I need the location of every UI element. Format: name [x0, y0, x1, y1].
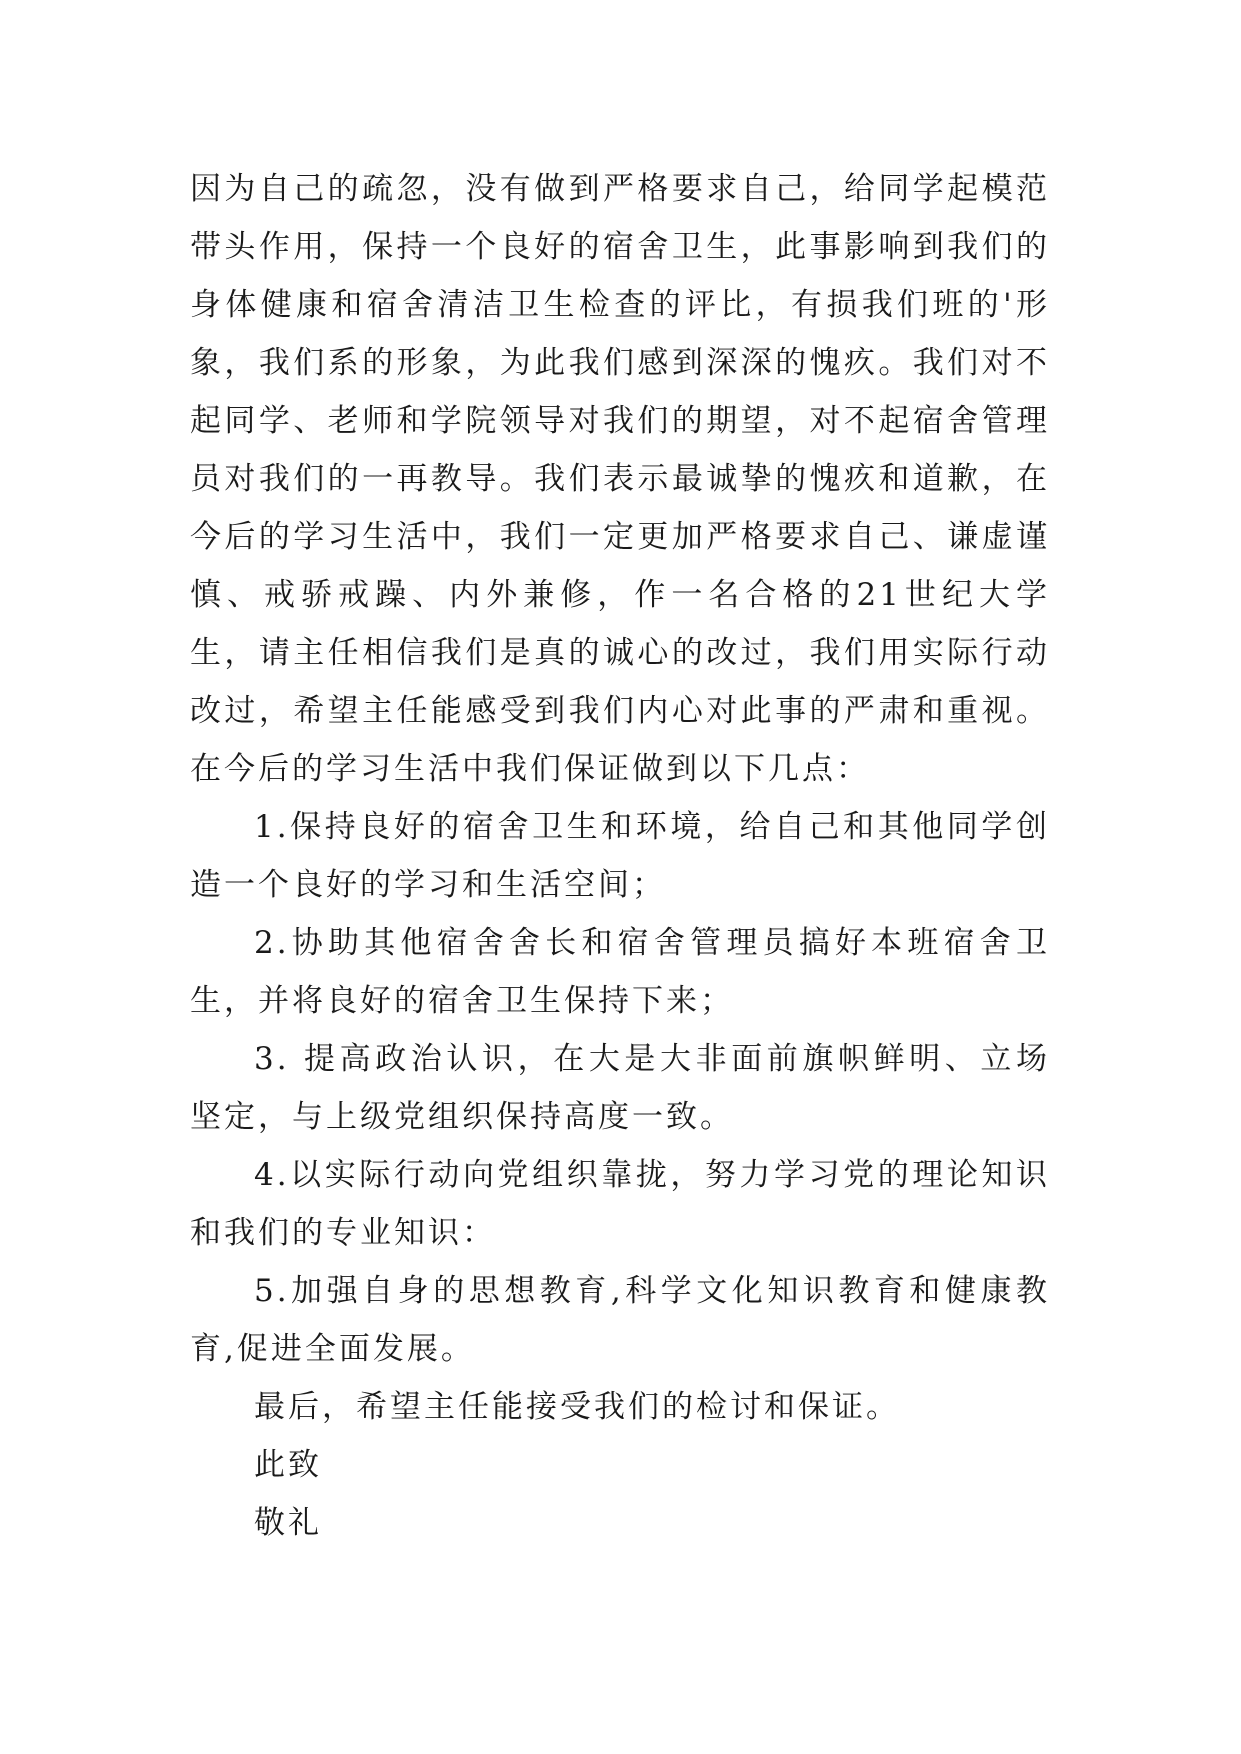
list-item: 1.保持良好的宿舍卫生和环境，给自己和其他同学创造一个良好的学习和生活空间；: [190, 809, 1050, 903]
list-item: 5.加强自身的思想教育,科学文化知识教育和健康教育,促进全面发展。: [190, 1273, 1050, 1367]
salutation-line: 敬礼: [254, 1505, 322, 1541]
body-paragraph: 因为自己的疏忽，没有做到严格要求自己，给同学起模范带头作用，保持一个良好的宿舍卫生，此事影响到我们的身体健康和宿舍清洁卫生检查的评比，有损我们班的'形象，我们系的形象，为此我们感到深深的愧疚。我们对不起同学、老师和学院领导对我们的期望，对不起宿舍管理员对我们的一再教导。我们表示最诚挚的愧疚和道歉，在今后的学习生活中，我们一定更加严格要求自己、谦虚谨慎、戒骄戒躁、内外兼修，作一名合格的21世纪大学生，请主任相信我们是真的诚心的改过，我们用实际行动改过，希望主任能感受到我们内心对此事的严肃和重视。在今后的学习生活中我们保证做到以下几点：: [190, 171, 1050, 787]
list-item: 3. 提高政治认识，在大是大非面前旗帜鲜明、立场坚定，与上级党组织保持高度一致。: [190, 1041, 1050, 1135]
closing-line: 最后，希望主任能接受我们的检讨和保证。: [254, 1389, 900, 1425]
salutation-line: 此致: [254, 1447, 322, 1483]
document-body: [190, 160, 1050, 1552]
list-item: 4.以实际行动向党组织靠拢，努力学习党的理论知识和我们的专业知识：: [190, 1157, 1050, 1251]
list-item: 2.协助其他宿舍舍长和宿舍管理员搞好本班宿舍卫生，并将良好的宿舍卫生保持下来；: [190, 925, 1050, 1019]
